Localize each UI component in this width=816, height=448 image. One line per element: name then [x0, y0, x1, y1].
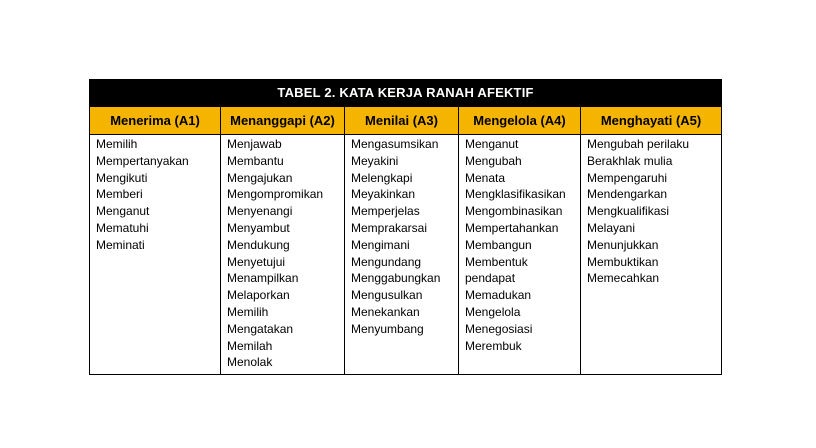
verb-item: Memilih [227, 304, 269, 319]
verb-item: Berakhlak mulia [587, 153, 673, 168]
verb-item: Mendengarkan [587, 187, 668, 202]
verb-item: Mengundang [351, 254, 422, 269]
verb-item: Memilah [227, 338, 273, 353]
affective-verbs-table-wrapper [89, 79, 721, 375]
verb-item: Menjawab [227, 137, 282, 151]
verb-item: Membangun [465, 237, 532, 252]
verb-item: Mengajukan [227, 170, 293, 185]
column-header-menanggapi: Menanggapi (A2) [221, 106, 345, 135]
verb-item: Memperjelas [351, 204, 420, 219]
verb-item: Melaporkan [227, 288, 290, 303]
column-header-menerima: Menerima (A1) [90, 106, 221, 135]
verb-item: Menyenangi [227, 204, 293, 219]
verb-item: Mengasumsikan [351, 137, 439, 151]
verb-item: Mengompromikan [227, 187, 324, 202]
verb-item: Melayani [587, 220, 636, 235]
verb-item: Mematuhi [96, 220, 149, 235]
verb-item: Mendukung [227, 237, 290, 252]
verb-item: Membentuk [465, 254, 528, 269]
verb-item: Mengikuti [96, 170, 148, 185]
verb-item: Memecahkan [587, 271, 660, 286]
verb-item: Mengombinasikan [465, 204, 563, 219]
column-list-menanggapi [221, 135, 345, 375]
verb-item: Mempertahankan [465, 220, 559, 235]
verb-item: Meyakini [351, 153, 399, 168]
verb-item: Meyakinkan [351, 187, 416, 202]
verb-item: Mengimani [351, 237, 410, 252]
verb-item: Menampilkan [227, 271, 299, 286]
verb-item: Merembuk [465, 338, 522, 353]
verb-item: Menyetujui [227, 254, 286, 269]
verb-item: Memilih [96, 137, 138, 151]
verb-item: Menganut [96, 204, 150, 219]
verb-item: Membantu [227, 153, 284, 168]
column-header-menghayati: Menghayati (A5) [581, 106, 722, 135]
verb-item: Menolak [227, 355, 273, 370]
column-list-mengelola [459, 135, 581, 375]
verb-item: Mengkualifikasi [587, 204, 670, 219]
verb-item: Mengelola [465, 304, 521, 319]
affective-verbs-table [89, 79, 722, 375]
verb-item: Menggabungkan [351, 271, 441, 286]
column-header-menilai: Menilai (A3) [345, 106, 459, 135]
verb-item: Menekankan [351, 304, 420, 319]
verb-item: Mengatakan [227, 321, 294, 336]
verb-item: Meminati [96, 237, 145, 252]
column-header-mengelola: Mengelola (A4) [459, 106, 581, 135]
verb-item: pendapat [465, 271, 516, 286]
verb-item: Mempertanyakan [96, 153, 189, 168]
verb-item: Membuktikan [587, 254, 659, 269]
column-list-menerima [90, 135, 221, 375]
verb-item: Memadukan [465, 288, 532, 303]
column-list-menilai [345, 135, 459, 375]
table-title: TABEL 2. KATA KERJA RANAH AFEKTIF [90, 80, 722, 107]
verb-item: Melengkapi [351, 170, 413, 185]
verb-item: Memprakarsai [351, 220, 428, 235]
verb-item: Mengubah [465, 153, 522, 168]
verb-item: Menunjukkan [587, 237, 659, 252]
verb-item: Mempengaruhi [587, 170, 668, 185]
verb-item: Menata [465, 170, 506, 185]
column-list-menghayati [581, 135, 722, 375]
verb-item: Menyumbang [351, 321, 424, 336]
verb-item: Menegosiasi [465, 321, 533, 336]
verb-item: Mengubah perilaku [587, 137, 690, 151]
verb-item: Menganut [465, 137, 519, 151]
verb-item: Memberi [96, 187, 143, 202]
verb-item: Menyambut [227, 220, 290, 235]
verb-item: Mengklasifikasikan [465, 187, 566, 202]
verb-item: Mengusulkan [351, 288, 423, 303]
